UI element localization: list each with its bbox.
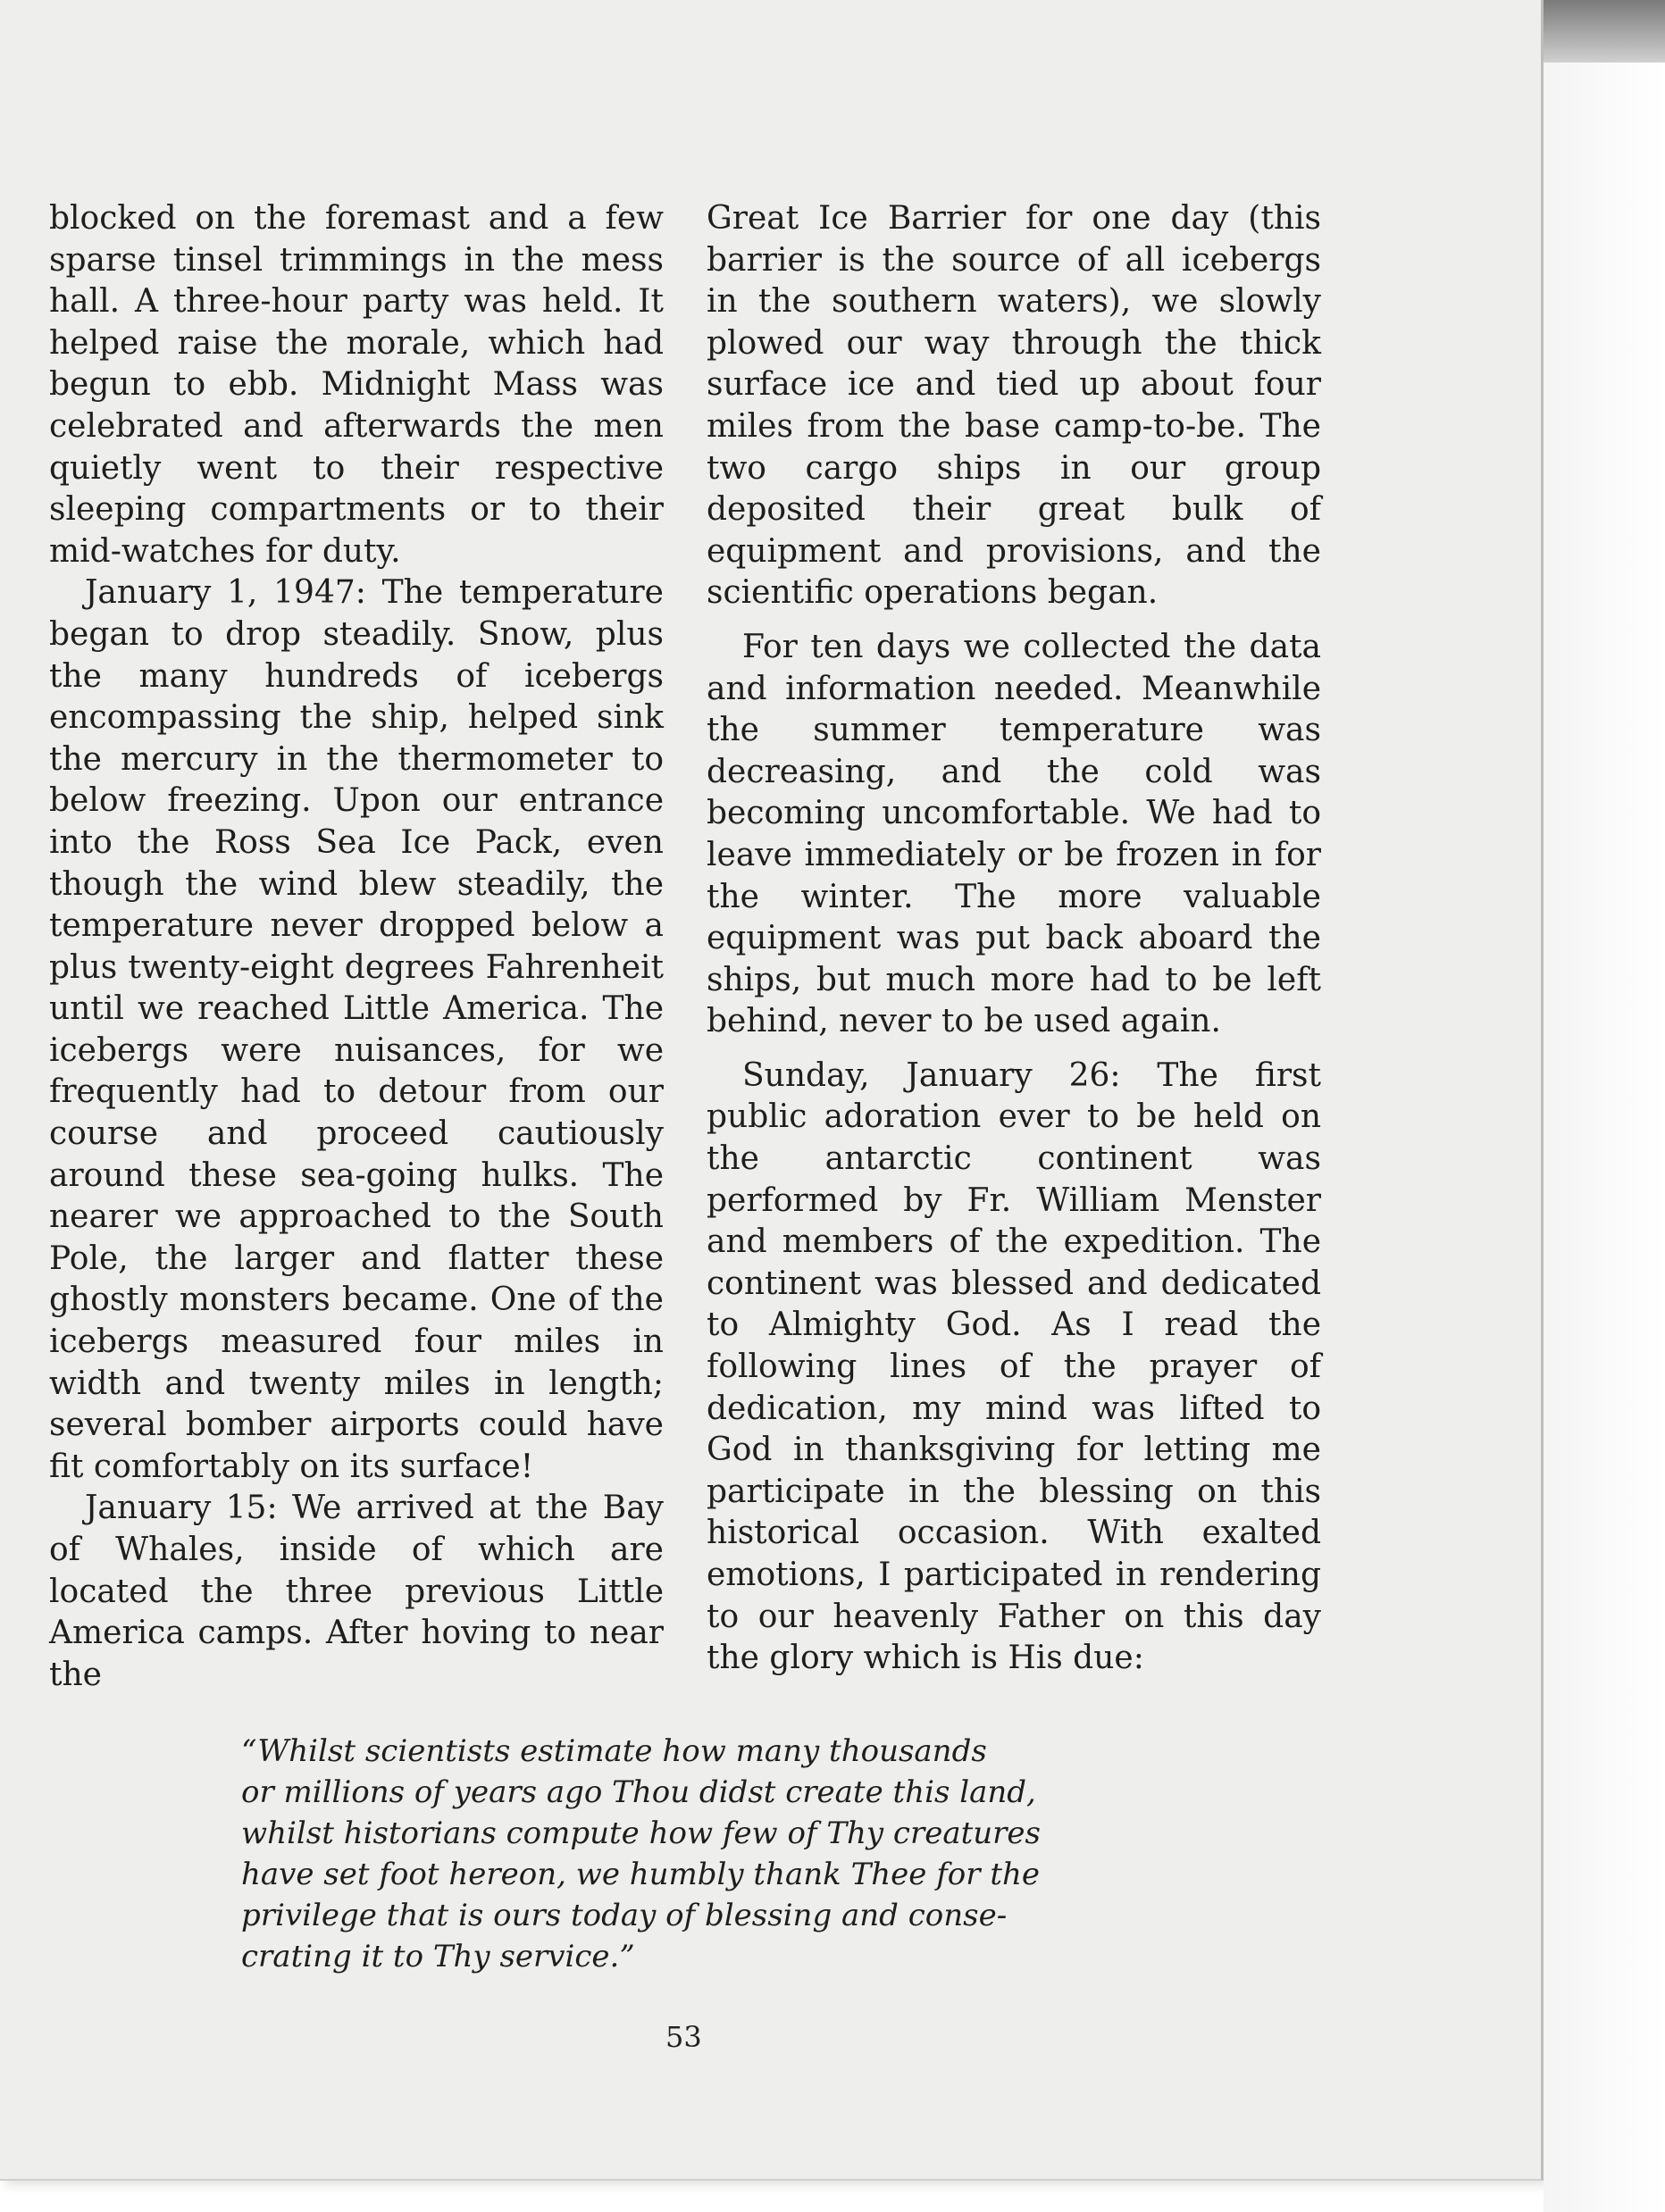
paragraph: January 1, 1947: The temperature began to drop steadily. Snow, plus the many hundreds of icebergs encompassing the ship, helped sink the mercury in the thermometer to below freezing. Upon our entrance into the Ross Sea Ice Pack, even though the wind blew steadily, the temperature never dropped below a plus twenty-eight degrees Fahrenheit until we reached Little America. The icebergs were nuisances, for we frequently had to detour from our course and proceed cautiously around these sea-going hulks. The nearer we approached to the South Pole, the larger and flatter these ghostly monsters became. One of the icebergs measured four miles in width and twenty miles in length; several bomber airports could have fit comfortably on its surface! <box>49 574 664 1485</box>
quote-line: “Whilst scientists estimate how many thousands <box>241 1733 987 1769</box>
quote-line: crating it to Thy service.” <box>241 1939 635 1974</box>
page-number: 53 <box>665 2020 702 2054</box>
left-column <box>49 198 664 1696</box>
dedication-prayer-quote <box>241 1731 1134 1977</box>
quote-line: or millions of years ago Thou didst create this land, <box>241 1774 1036 1810</box>
quote-line: privilege that is ours today of blessing and conse- <box>241 1898 1008 1933</box>
page-edge <box>1544 0 1665 2212</box>
paragraph: January 15: We arrived at the Bay of Whales, inside of which are located the three previous Little America camps. After hoving to near the <box>49 1490 664 1693</box>
paragraph: Great Ice Barrier for one day (this barrier is the source of all icebergs in the southern waters), we slowly plowed our way through the thick surface ice and tied up about four miles from the base camp-to-be. The two cargo ships in our group deposited their great bulk of equipment and provisions, and the scientific operations began. <box>707 200 1321 612</box>
paragraph: For ten days we collected the data and information needed. Meanwhile the summer temperature was decreasing, and the cold was becoming uncomfortable. We had to leave immediately or be frozen in for the winter. The more valuable equipment was put back aboard the ships, but much more had to be left behind, never to be used again. <box>707 628 1321 1040</box>
page-edge-shadow <box>1544 0 1665 63</box>
paragraph: Sunday, January 26: The first public adoration ever to be held on the antarctic continent was performed by Fr. William Menster and members of the expedition. The continent was blessed and dedicated to Almighty God. As I read the following lines of the prayer of dedication, my mind was lifted to God in thanksgiving for letting me participate in the blessing on this historical occasion. With exalted emotions, I participated in rendering to our heavenly Father on this day the glory which is His due: <box>707 1056 1321 1677</box>
quote-line: whilst historians compute how few of Thy creatures <box>241 1816 1041 1851</box>
paragraph: blocked on the foremast and a few sparse tinsel trimmings in the mess hall. A three-hour party was held. It helped raise the morale, which had begun to ebb. Midnight Mass was celebrated and afterwards the men quietly went to their respective sleeping compartments or to their mid-watches for duty. <box>49 200 664 570</box>
quote-line: have set foot hereon, we humbly thank Thee for the <box>241 1857 1040 1892</box>
right-column <box>707 198 1321 1680</box>
